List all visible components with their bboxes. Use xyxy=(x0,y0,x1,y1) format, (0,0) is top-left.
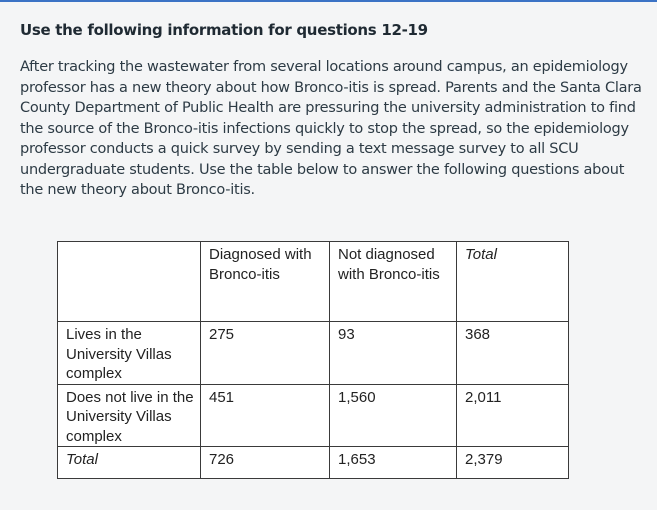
table-cell: 275 xyxy=(201,322,330,385)
table-cell: 1,560 xyxy=(330,384,457,447)
section-heading: Use the following information for questions 12-19 xyxy=(20,21,428,39)
top-accent-rule xyxy=(0,0,657,2)
row-label-lives-in-villas: Lives in the University Villas complex xyxy=(58,322,201,385)
table-cell: 726 xyxy=(201,447,330,479)
header-cell-diagnosed: Diagnosed with Bronco-itis xyxy=(201,242,330,322)
row-label-total: Total xyxy=(58,447,201,479)
table-cell: 2,379 xyxy=(457,447,569,479)
table-cell: 368 xyxy=(457,322,569,385)
row-label-not-in-villas: Does not live in the University Villas complex xyxy=(58,384,201,447)
header-cell-total: Total xyxy=(457,242,569,322)
intro-paragraph: After tracking the wastewater from several locations around campus, an epidemiology professor has a new theory about how Bronco-itis is spread. Parents and the Santa Clara County Department of Public Health are pressuring the university administration to find the source of the Bronco-itis infections quickly to stop the spread, so the epidemiology professor conducts a quick survey by sending a text message survey to all SCU undergraduate students. Use the table below to answer the following questions about the new theory about Bronco-itis. xyxy=(20,59,642,198)
table-cell: 451 xyxy=(201,384,330,447)
table-cell: 1,653 xyxy=(330,447,457,479)
table-cell: 2,011 xyxy=(457,384,569,447)
table-row xyxy=(58,322,569,385)
contingency-table xyxy=(57,241,569,479)
table-row-total xyxy=(58,447,569,479)
table-cell: 93 xyxy=(330,322,457,385)
table-row xyxy=(58,384,569,447)
table-header-row xyxy=(58,242,569,322)
header-cell-not-diagnosed: Not diagnosed with Bronco-itis xyxy=(330,242,457,322)
header-cell-empty xyxy=(58,242,201,322)
